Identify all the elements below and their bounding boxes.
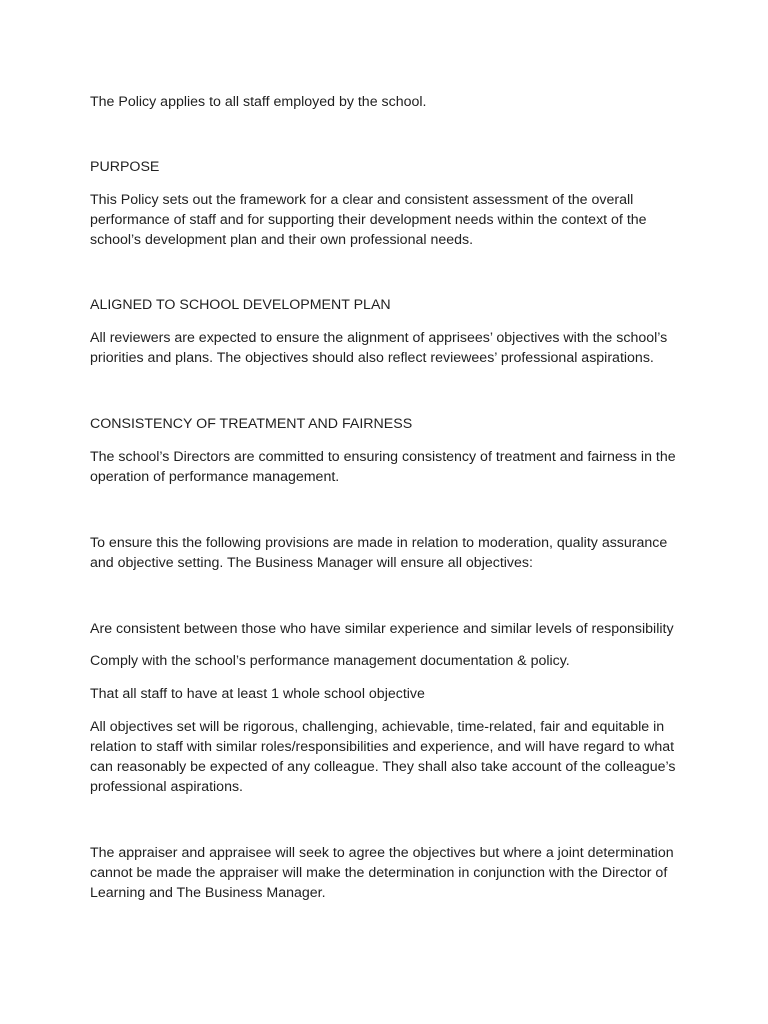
aligned-heading: ALIGNED TO SCHOOL DEVELOPMENT PLAN [90, 297, 391, 313]
purpose-paragraph: This Policy sets out the framework for a clear and consistent assessment of the overall performance of staff and for supporting their development needs within the context of the school’s development plan and their own professional needs. [90, 192, 647, 248]
provisions-paragraph: To ensure this the following provisions are made in relation to moderation, quality assurance and objective setting. The Business Manager will ensure all objectives: [90, 535, 668, 571]
determination-paragraph: The appraiser and appraisee will seek to agree the objectives but where a joint determination cannot be made the appraiser will make the determination in conjunction with the Director of Learning and The Business Manager. [90, 845, 674, 901]
objective-item: That all staff to have at least 1 whole school objective [90, 686, 425, 702]
consistency-paragraph: The school’s Directors are committed to ensuring consistency of treatment and fairness in the operation of performance management. [90, 449, 676, 485]
intro-paragraph: The Policy applies to all staff employed by the school. [90, 94, 427, 110]
objective-item: All objectives set will be rigorous, challenging, achievable, time-related, fair and equitable in relation to staff with similar roles/responsibilities and experience, and will have regard to what can reasonably be expected of any colleague. They shall also take account of the colleague’s professional aspirations. [90, 719, 676, 795]
aligned-paragraph: All reviewers are expected to ensure the alignment of apprisees’ objectives with the school’s priorities and plans. The objectives should also reflect reviewees’ professional aspirations. [90, 330, 668, 366]
objective-item: Comply with the school’s performance management documentation & policy. [90, 653, 570, 669]
objective-item: Are consistent between those who have similar experience and similar levels of responsibility [90, 621, 674, 637]
consistency-heading: CONSISTENCY OF TREATMENT AND FAIRNESS [90, 416, 413, 432]
purpose-heading: PURPOSE [90, 159, 160, 175]
